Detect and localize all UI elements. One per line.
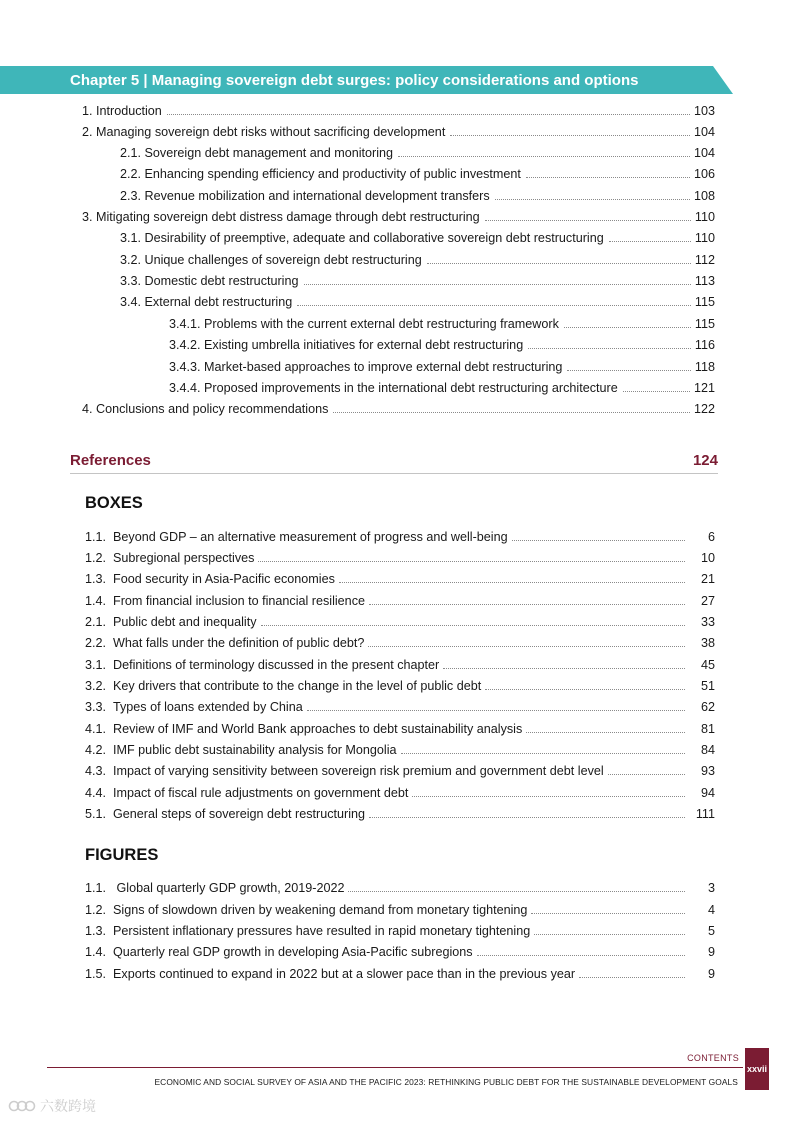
box-number: 1.3. — [85, 572, 107, 586]
box-page: 84 — [700, 743, 715, 757]
toc-entry-page: 104 — [693, 146, 715, 160]
dot-leader — [307, 709, 685, 711]
figure-number: 1.2. — [85, 903, 107, 917]
box-page: 81 — [700, 722, 715, 736]
box-page: 45 — [700, 658, 715, 672]
dot-leader — [304, 283, 691, 285]
box-page: 38 — [700, 636, 715, 650]
dot-leader — [528, 347, 691, 349]
toc-entry-page: 106 — [693, 167, 715, 181]
box-page: 111 — [695, 807, 715, 821]
toc-entry-label: 3.4. External debt restructuring — [120, 295, 293, 309]
figure-entry[interactable] — [85, 966, 715, 982]
footer-publication-title: ECONOMIC AND SOCIAL SURVEY OF ASIA AND THE PACIFIC 2023: RETHINKING PUBLIC DEBT FOR THE SUSTAINABLE DEVELOPMENT GOALS — [154, 1077, 738, 1087]
box-entry[interactable] — [85, 678, 715, 694]
box-title: Subregional perspectives — [113, 551, 255, 565]
toc-entry[interactable] — [120, 294, 715, 310]
box-number: 3.3. — [85, 700, 107, 714]
references-label: References — [70, 452, 151, 469]
dot-leader — [485, 219, 691, 221]
box-number: 4.1. — [85, 722, 107, 736]
toc-entry[interactable] — [120, 166, 715, 182]
toc-entry-label: 1. Introduction — [82, 104, 162, 118]
toc-entry-label: 3.4.2. Existing umbrella initiatives for external debt restructuring — [169, 338, 524, 352]
toc-entry[interactable] — [120, 230, 715, 246]
dot-leader — [567, 369, 691, 371]
toc-entry-label: 3. Mitigating sovereign debt distress damage through debt restructuring — [82, 210, 480, 224]
box-number: 1.2. — [85, 551, 107, 565]
toc-entry-page: 113 — [694, 274, 715, 288]
dot-leader — [623, 390, 690, 392]
box-title: Public debt and inequality — [113, 615, 257, 629]
box-page: 27 — [700, 594, 715, 608]
figure-number: 1.4. — [85, 945, 107, 959]
box-number: 4.2. — [85, 743, 107, 757]
toc-entry[interactable] — [82, 209, 715, 225]
box-title: Impact of varying sensitivity between sovereign risk premium and government debt level — [113, 764, 604, 778]
toc-entry-label: 2.3. Revenue mobilization and international development transfers — [120, 189, 490, 203]
references-entry[interactable] — [70, 451, 718, 474]
figure-title: Signs of slowdown driven by weakening demand from monetary tightening — [113, 903, 528, 917]
toc-entry-page: 122 — [693, 402, 715, 416]
box-title: Review of IMF and World Bank approaches to debt sustainability analysis — [113, 722, 523, 736]
box-number: 5.1. — [85, 807, 107, 821]
references-page: 124 — [692, 452, 718, 469]
toc-entry-label: 2.1. Sovereign debt management and monitoring — [120, 146, 394, 160]
footer-rule — [47, 1067, 743, 1068]
figure-entry[interactable] — [85, 880, 715, 896]
box-entry[interactable] — [85, 699, 715, 715]
figures-heading: FIGURES — [85, 846, 159, 864]
box-number: 1.4. — [85, 594, 107, 608]
dot-leader — [609, 240, 691, 242]
toc-entry-page: 116 — [694, 338, 715, 352]
dot-leader — [333, 411, 690, 413]
toc-entry-label: 3.4.3. Market-based approaches to improve external debt restructuring — [169, 360, 563, 374]
toc-entry-page: 108 — [693, 189, 715, 203]
dot-leader — [339, 581, 685, 583]
dot-leader — [579, 976, 685, 978]
box-page: 51 — [700, 679, 715, 693]
toc-entry[interactable] — [169, 337, 715, 353]
box-number: 3.1. — [85, 658, 107, 672]
toc-entry-label: 3.3. Domestic debt restructuring — [120, 274, 299, 288]
figure-page: 5 — [707, 924, 715, 938]
toc-entry[interactable] — [169, 316, 715, 332]
figure-page: 4 — [707, 903, 715, 917]
toc-entry-page: 115 — [694, 295, 715, 309]
dot-leader — [401, 752, 686, 754]
box-entry[interactable] — [85, 635, 715, 651]
box-number: 4.4. — [85, 786, 107, 800]
dot-leader — [526, 731, 685, 733]
box-number: 1.1. — [85, 530, 107, 544]
box-entry[interactable] — [85, 657, 715, 673]
dot-leader — [369, 603, 685, 605]
dot-leader — [427, 262, 691, 264]
toc-entry-page: 110 — [694, 210, 715, 224]
figure-title: Global quarterly GDP growth, 2019-2022 — [113, 881, 345, 895]
footer-section-label: CONTENTS — [687, 1053, 739, 1063]
box-entry[interactable] — [85, 742, 715, 758]
box-page: 62 — [700, 700, 715, 714]
figure-entry[interactable] — [85, 902, 715, 918]
toc-entry[interactable] — [120, 145, 715, 161]
toc-entry[interactable] — [120, 188, 715, 204]
figure-page: 9 — [707, 967, 715, 981]
dot-leader — [297, 304, 691, 306]
box-title: Key drivers that contribute to the change in the level of public debt — [113, 679, 482, 693]
toc-entry-page: 103 — [693, 104, 715, 118]
box-title: General steps of sovereign debt restructuring — [113, 807, 366, 821]
box-title: IMF public debt sustainability analysis for Mongolia — [113, 743, 397, 757]
figure-page: 3 — [707, 881, 715, 895]
toc-entry[interactable] — [120, 252, 715, 268]
figure-title: Exports continued to expand in 2022 but at a slower pace than in the previous year — [113, 967, 576, 981]
dot-leader — [495, 198, 690, 200]
dot-leader — [368, 645, 685, 647]
box-page: 93 — [700, 764, 715, 778]
dot-leader — [512, 539, 685, 541]
toc-entry-page: 118 — [694, 360, 715, 374]
watermark-logo-icon — [8, 1097, 36, 1115]
page-number: xxvii — [746, 1064, 768, 1074]
toc-entry[interactable] — [169, 380, 715, 396]
figure-entry[interactable] — [85, 923, 715, 939]
toc-entry-page: 121 — [693, 381, 715, 395]
toc-entry-label: 3.4.4. Proposed improvements in the international debt restructuring architecture — [169, 381, 618, 395]
toc-entry-label: 3.1. Desirability of preemptive, adequate and collaborative sovereign debt restructuring — [120, 231, 604, 245]
box-number: 4.3. — [85, 764, 107, 778]
box-title: Definitions of terminology discussed in the present chapter — [113, 658, 440, 672]
box-number: 2.2. — [85, 636, 107, 650]
toc-entry-page: 115 — [694, 317, 715, 331]
toc-entry[interactable] — [82, 124, 715, 140]
box-page: 94 — [700, 786, 715, 800]
dot-leader — [443, 667, 685, 669]
figure-title: Persistent inflationary pressures have resulted in rapid monetary tightening — [113, 924, 531, 938]
box-entry[interactable] — [85, 593, 715, 609]
dot-leader — [412, 795, 685, 797]
toc-entry-label: 3.4.1. Problems with the current external debt restructuring framework — [169, 317, 559, 331]
box-title: Types of loans extended by China — [113, 700, 303, 714]
box-title: Beyond GDP – an alternative measurement of progress and well-being — [113, 530, 508, 544]
box-title: Food security in Asia-Pacific economies — [113, 572, 335, 586]
watermark-text: 六数跨境 — [40, 1098, 96, 1114]
box-entry[interactable] — [85, 571, 715, 587]
boxes-heading: BOXES — [85, 494, 143, 512]
figure-title: Quarterly real GDP growth in developing Asia-Pacific subregions — [113, 945, 473, 959]
figure-number: 1.3. — [85, 924, 107, 938]
dot-leader — [450, 134, 690, 136]
figure-entry[interactable] — [85, 944, 715, 960]
watermark — [8, 1096, 96, 1116]
box-title: From financial inclusion to financial resilience — [113, 594, 365, 608]
box-entry[interactable] — [85, 763, 715, 779]
toc-entry-page: 112 — [694, 253, 715, 267]
toc-entry-label: 2. Managing sovereign debt risks without sacrificing development — [82, 125, 446, 139]
dot-leader — [531, 912, 685, 914]
figure-number: 1.5. — [85, 967, 107, 981]
page-number-badge — [745, 1048, 769, 1090]
box-number: 2.1. — [85, 615, 107, 629]
dot-leader — [398, 155, 690, 157]
figure-number: 1.1. — [85, 881, 107, 895]
box-title: What falls under the definition of public debt? — [113, 636, 365, 650]
box-entry[interactable] — [85, 806, 715, 822]
box-entry[interactable] — [85, 550, 715, 566]
dot-leader — [534, 933, 685, 935]
toc-entry[interactable] — [82, 103, 715, 119]
toc-entry-label: 3.2. Unique challenges of sovereign debt restructuring — [120, 253, 422, 267]
chapter-title: Chapter 5 | Managing sovereign debt surges: policy considerations and options — [70, 72, 639, 89]
box-entry[interactable] — [85, 721, 715, 737]
dot-leader — [258, 560, 685, 562]
box-number: 3.2. — [85, 679, 107, 693]
dot-leader — [348, 890, 685, 892]
dot-leader — [564, 326, 691, 328]
box-entry[interactable] — [85, 785, 715, 801]
dot-leader — [526, 176, 690, 178]
toc-entry-page: 104 — [693, 125, 715, 139]
dot-leader — [167, 113, 690, 115]
figure-page: 9 — [707, 945, 715, 959]
toc-entry-page: 110 — [694, 231, 715, 245]
dot-leader — [261, 624, 685, 626]
dot-leader — [485, 688, 685, 690]
toc-entry-label: 2.2. Enhancing spending efficiency and productivity of public investment — [120, 167, 521, 181]
box-title: Impact of fiscal rule adjustments on government debt — [113, 786, 409, 800]
box-entry[interactable] — [85, 614, 715, 630]
toc-entry[interactable] — [120, 273, 715, 289]
box-entry[interactable] — [85, 529, 715, 545]
box-page: 10 — [700, 551, 715, 565]
dot-leader — [477, 954, 685, 956]
box-page: 21 — [700, 572, 715, 586]
toc-entry[interactable] — [169, 359, 715, 375]
box-page: 6 — [707, 530, 715, 544]
dot-leader — [369, 816, 685, 818]
toc-entry-label: 4. Conclusions and policy recommendations — [82, 402, 329, 416]
box-page: 33 — [700, 615, 715, 629]
dot-leader — [608, 773, 685, 775]
toc-entry[interactable] — [82, 401, 715, 417]
